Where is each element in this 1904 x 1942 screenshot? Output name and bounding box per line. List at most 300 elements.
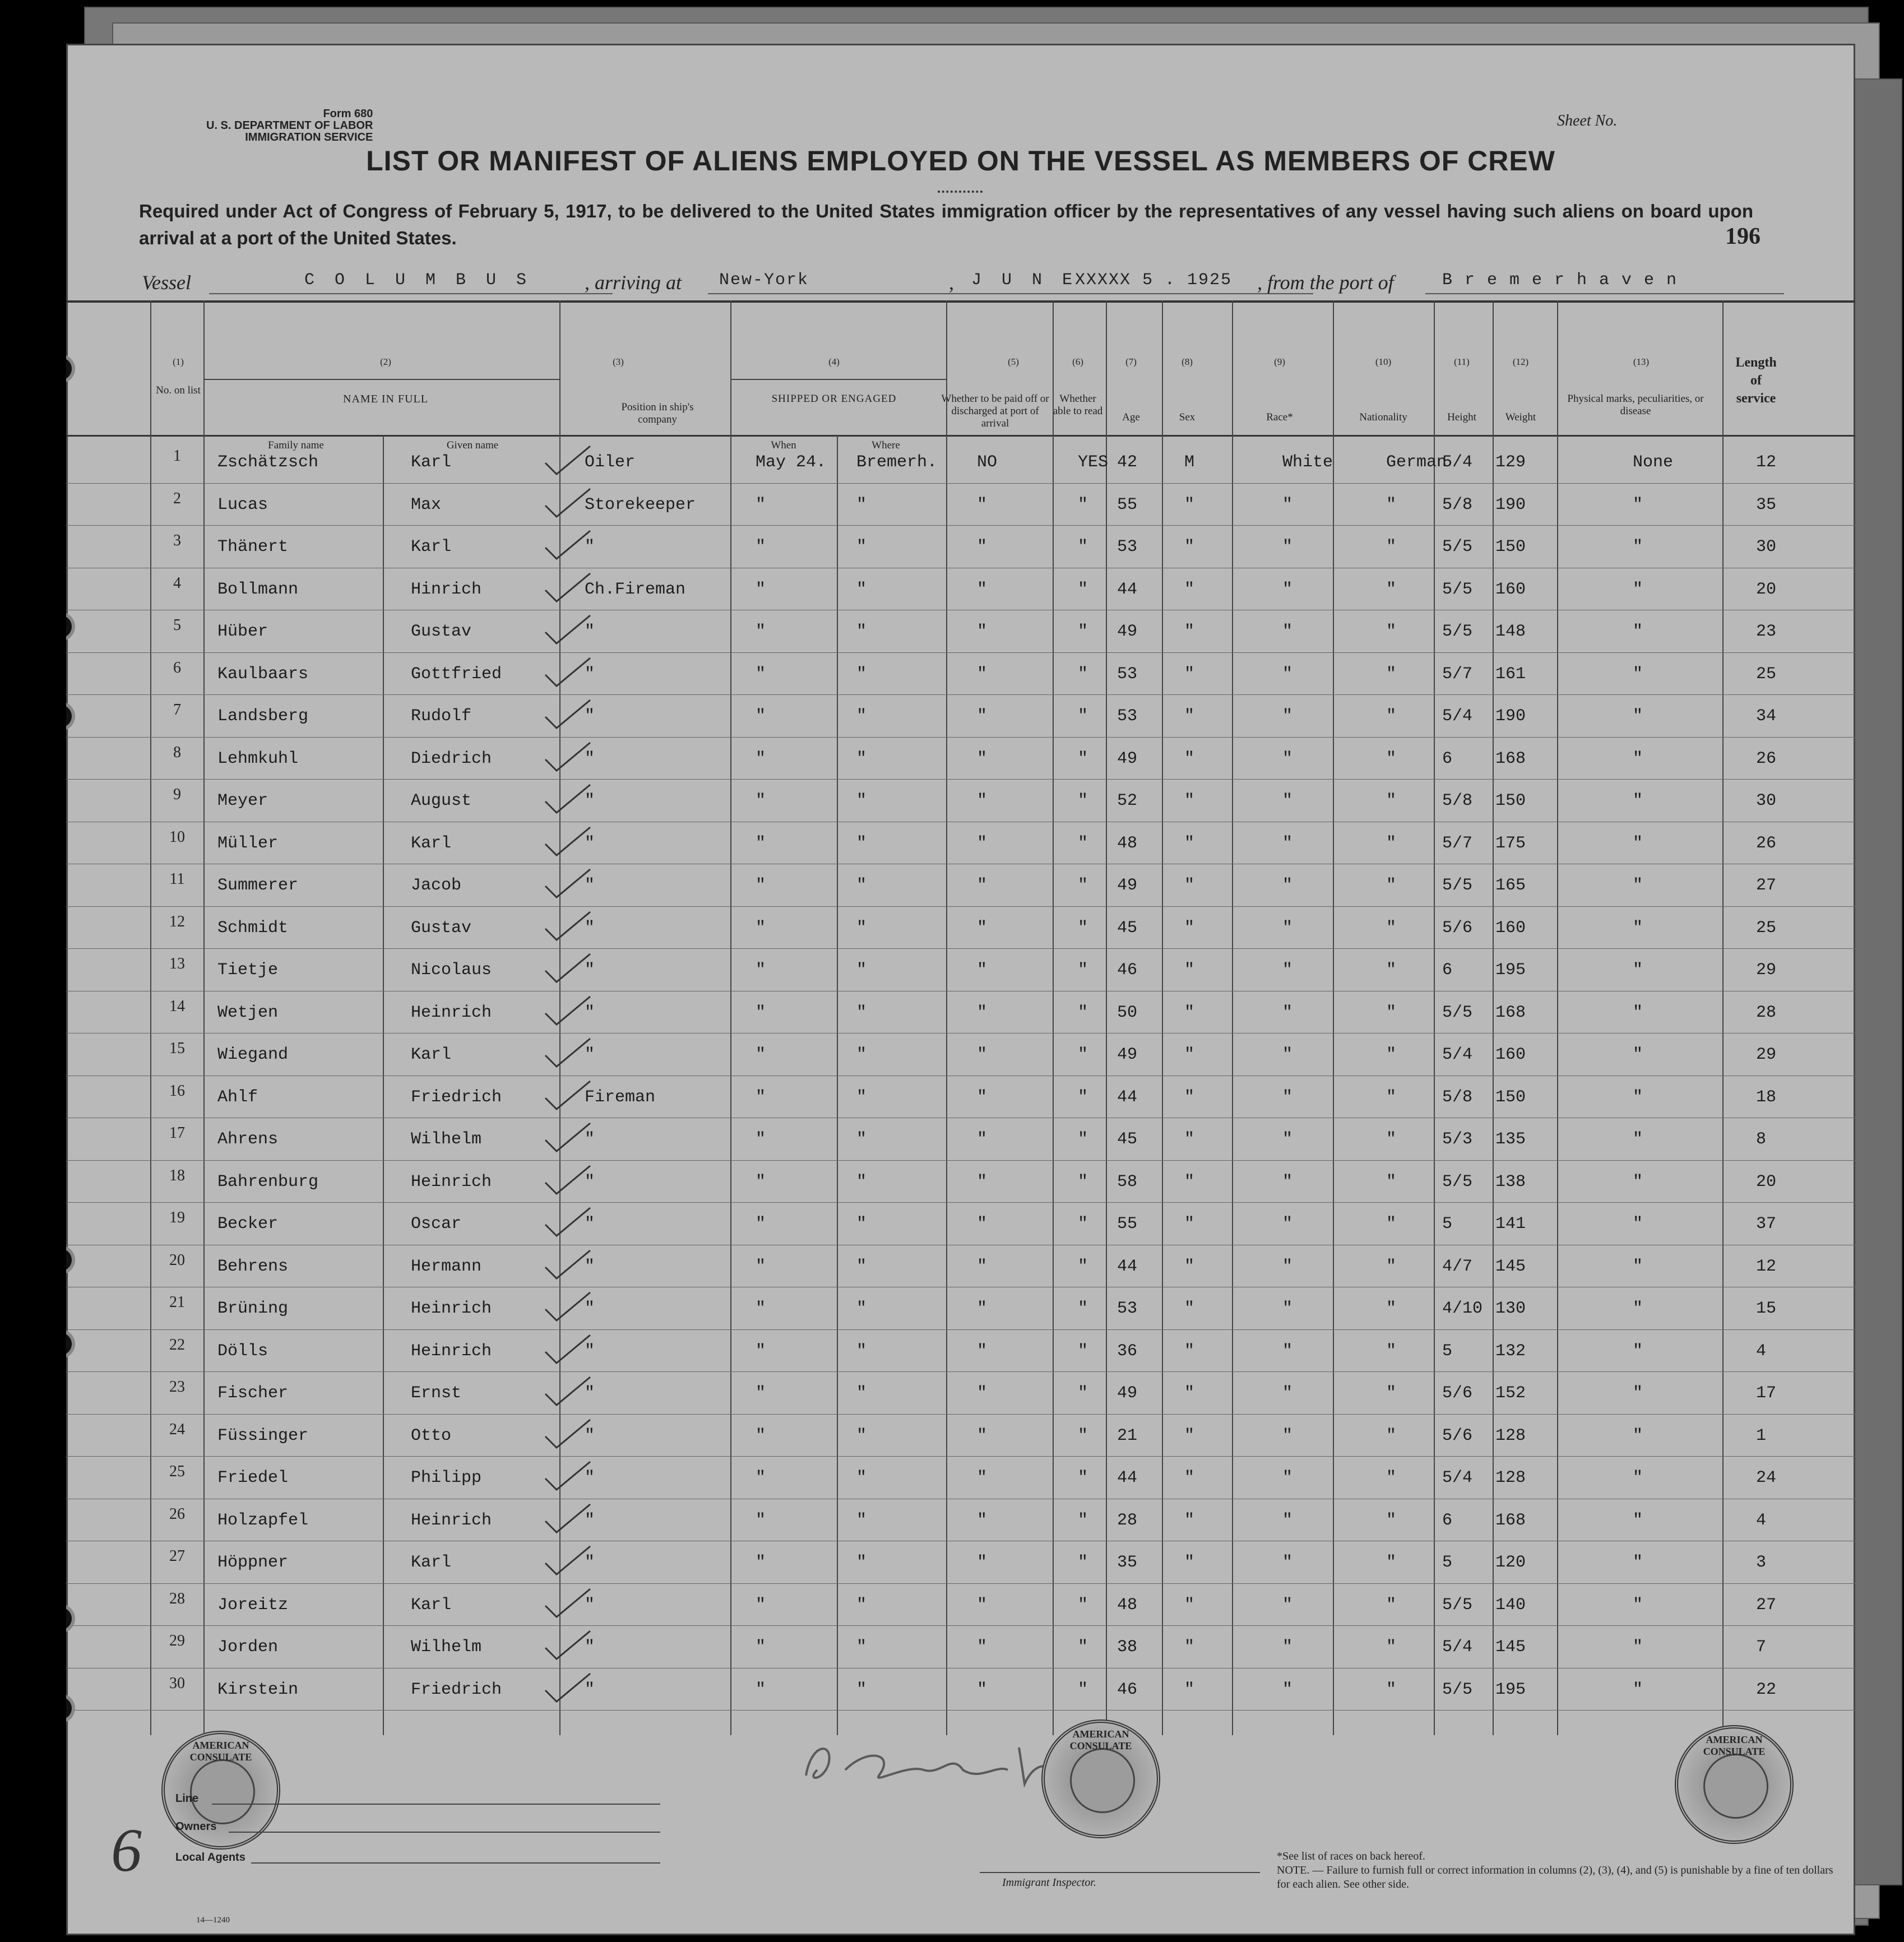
row-number: 5	[173, 617, 181, 634]
subheader-rule	[730, 379, 946, 380]
cell-weight: 129	[1495, 453, 1526, 472]
consulate-stamp	[1041, 1719, 1160, 1838]
cell-paid: "	[977, 495, 988, 515]
column-divider	[1232, 300, 1233, 1735]
cell-position: "	[585, 749, 595, 768]
row-rule	[66, 1583, 1855, 1584]
cell-paid: "	[977, 537, 988, 557]
cell-sex: "	[1184, 1130, 1195, 1149]
column-divider	[383, 435, 384, 1735]
cell-service: 25	[1756, 664, 1777, 684]
cell-position: "	[585, 1257, 595, 1276]
cell-read: "	[1078, 1680, 1088, 1699]
cell-given: Gustav	[411, 918, 472, 938]
cell-height: 5/5	[1442, 1003, 1473, 1022]
handwritten-page-number: 6	[111, 1816, 142, 1884]
cell-read: "	[1078, 1257, 1088, 1276]
cell-race: "	[1282, 1087, 1293, 1107]
cell-when: "	[756, 1299, 766, 1318]
cell-read: "	[1078, 1215, 1088, 1234]
cell-sex: "	[1184, 537, 1195, 557]
cell-sex: "	[1184, 749, 1195, 768]
cell-marks: "	[1633, 1510, 1643, 1530]
cell-sex: "	[1184, 1257, 1195, 1276]
cell-family: Wiegand	[217, 1045, 289, 1064]
cell-when: "	[756, 1341, 766, 1361]
check-mark	[543, 1374, 593, 1408]
cell-marks: "	[1633, 1468, 1643, 1487]
cell-service: 1	[1756, 1426, 1767, 1445]
row-number: 9	[173, 786, 181, 803]
cell-position: "	[585, 537, 595, 557]
col13-number: (13)	[1633, 356, 1650, 367]
cell-read: "	[1078, 537, 1088, 557]
cell-weight: 145	[1495, 1257, 1526, 1276]
cell-service: 12	[1756, 453, 1777, 472]
cell-sex: "	[1184, 1468, 1195, 1487]
cell-service: 30	[1756, 791, 1777, 810]
cell-sex: "	[1184, 1172, 1195, 1192]
cell-given: Karl	[411, 1045, 452, 1064]
check-mark	[543, 1628, 593, 1662]
cell-position: "	[585, 622, 595, 641]
cell-family: Müller	[217, 833, 279, 853]
form-identifier	[206, 108, 373, 143]
check-mark	[543, 951, 593, 985]
cell-sex: "	[1184, 1045, 1195, 1064]
column-divider	[1106, 300, 1107, 1735]
cell-given: Friedrich	[411, 1680, 502, 1699]
col13-header: Physical marks, peculiarities, or disease	[1567, 393, 1704, 417]
row-number: 7	[173, 701, 181, 719]
cell-family: Ahrens	[217, 1130, 279, 1149]
cell-family: Lehmkuhl	[217, 749, 299, 768]
cell-paid: "	[977, 1553, 988, 1572]
cell-where: "	[856, 622, 867, 641]
cell-marks: None	[1633, 453, 1674, 472]
cell-family: Meyer	[217, 791, 268, 810]
cell-paid: "	[977, 1299, 988, 1318]
col1-header: No. on list	[156, 384, 201, 396]
cell-marks: "	[1633, 1384, 1643, 1403]
cell-age: 38	[1117, 1638, 1138, 1657]
cell-weight: 190	[1495, 707, 1526, 726]
cell-weight: 190	[1495, 495, 1526, 515]
cell-paid: "	[977, 1341, 988, 1361]
cell-paid: "	[977, 876, 988, 895]
row-number: 21	[169, 1294, 185, 1311]
cell-weight: 141	[1495, 1215, 1526, 1234]
cell-height: 4/7	[1442, 1257, 1473, 1276]
cell-read: "	[1078, 707, 1088, 726]
col5-number: (5)	[1008, 356, 1019, 367]
cell-marks: "	[1633, 791, 1643, 810]
cell-race: "	[1282, 918, 1293, 938]
column-divider	[837, 435, 838, 1735]
cell-nat: "	[1386, 833, 1397, 853]
cell-read: "	[1078, 1087, 1088, 1107]
col3-header: Position in ship's company	[621, 401, 694, 425]
cell-where: "	[856, 833, 867, 853]
cell-marks: "	[1633, 1045, 1643, 1064]
cell-where: "	[856, 918, 867, 938]
cell-race: "	[1282, 664, 1293, 684]
cell-when: May 24.	[756, 453, 827, 472]
cell-read: "	[1078, 961, 1088, 980]
cell-nat: "	[1386, 707, 1397, 726]
col6-number: (6)	[1072, 356, 1083, 367]
cell-position: Storekeeper	[585, 495, 696, 515]
cell-height: 5/4	[1442, 1045, 1473, 1064]
col8-header: Sex	[1179, 411, 1196, 423]
cell-paid: "	[977, 622, 988, 641]
cell-paid: "	[977, 1638, 988, 1657]
stamp-text: AMERICAN CONSULATE	[189, 1740, 252, 1763]
cell-height: 6	[1442, 749, 1453, 768]
cell-where: "	[856, 1257, 867, 1276]
column-divider	[730, 300, 731, 1735]
cell-service: 22	[1756, 1680, 1777, 1699]
cell-where: "	[856, 1341, 867, 1361]
cell-family: Lucas	[217, 495, 268, 515]
inspector-underline	[980, 1872, 1260, 1873]
cell-race: "	[1282, 580, 1293, 599]
row-number: 26	[169, 1505, 185, 1523]
cell-given: Ernst	[411, 1384, 462, 1403]
cell-family: Hüber	[217, 622, 268, 641]
column-divider	[1722, 300, 1724, 1735]
cell-service: 37	[1756, 1215, 1777, 1234]
cell-age: 53	[1117, 707, 1138, 726]
cell-race: "	[1282, 1384, 1293, 1403]
cell-family: Tietje	[217, 961, 279, 980]
cell-position: "	[585, 918, 595, 938]
row-number: 12	[169, 912, 185, 930]
cell-sex: "	[1184, 580, 1195, 599]
cell-where: "	[856, 1638, 867, 1657]
cell-race: "	[1282, 961, 1293, 980]
cell-family: Brüning	[217, 1299, 289, 1318]
cell-read: YES	[1078, 453, 1109, 472]
vessel-name: C O L U M B U S	[304, 271, 532, 290]
cell-position: "	[585, 1299, 595, 1318]
row-number: 19	[169, 1209, 185, 1226]
check-mark	[543, 613, 593, 646]
cell-race: "	[1282, 1130, 1293, 1149]
cell-where: "	[856, 1680, 867, 1699]
col7-header: Age	[1122, 411, 1140, 423]
cell-position: "	[585, 664, 595, 684]
cell-position: "	[585, 1680, 595, 1699]
cell-where: "	[856, 664, 867, 684]
cell-weight: 160	[1495, 580, 1526, 599]
cell-race: "	[1282, 495, 1293, 515]
cell-race: "	[1282, 876, 1293, 895]
cell-height: 5/7	[1442, 833, 1473, 853]
cell-height: 5/4	[1442, 707, 1473, 726]
cell-race: "	[1282, 1003, 1293, 1022]
row-number: 27	[169, 1547, 185, 1565]
cell-age: 53	[1117, 1299, 1138, 1318]
cell-family: Bahrenburg	[217, 1172, 319, 1192]
column-divider	[203, 300, 205, 1735]
cell-weight: 152	[1495, 1384, 1526, 1403]
check-mark	[543, 1163, 593, 1197]
cell-nat: "	[1386, 1130, 1397, 1149]
cell-paid: "	[977, 580, 988, 599]
agents-underline	[251, 1862, 660, 1864]
cell-service: 27	[1756, 1595, 1777, 1615]
cell-age: 58	[1117, 1172, 1138, 1192]
departure-port: B r e m e r h a v e n	[1442, 271, 1678, 290]
cell-marks: "	[1633, 918, 1643, 938]
row-number: 13	[169, 955, 185, 972]
cell-height: 5/6	[1442, 918, 1473, 938]
cell-weight: 160	[1495, 1045, 1526, 1064]
row-rule	[66, 1160, 1855, 1161]
cell-service: 20	[1756, 580, 1777, 599]
cell-weight: 140	[1495, 1595, 1526, 1615]
check-mark	[543, 1248, 593, 1281]
owners-underline	[229, 1832, 660, 1833]
cell-age: 49	[1117, 749, 1138, 768]
row-rule	[66, 737, 1855, 738]
footer-note	[1277, 1850, 1837, 1892]
cell-nat: "	[1386, 622, 1397, 641]
cell-nat: "	[1386, 1680, 1397, 1699]
row-number: 17	[169, 1124, 185, 1142]
cell-nat: "	[1386, 876, 1397, 895]
cell-service: 25	[1756, 918, 1777, 938]
cell-race: White	[1282, 453, 1333, 472]
cell-age: 55	[1117, 1215, 1138, 1234]
cell-race: "	[1282, 622, 1293, 641]
cell-when: "	[756, 537, 766, 557]
cell-race: "	[1282, 1595, 1293, 1615]
row-number: 25	[169, 1463, 185, 1480]
cell-age: 49	[1117, 876, 1138, 895]
check-mark	[543, 486, 593, 520]
cell-read: "	[1078, 1595, 1088, 1615]
cell-when: "	[756, 876, 766, 895]
cell-given: Heinrich	[411, 1299, 492, 1318]
cell-nat: "	[1386, 1299, 1397, 1318]
cell-paid: "	[977, 1595, 988, 1615]
cell-weight: 128	[1495, 1426, 1526, 1445]
cell-marks: "	[1633, 1680, 1643, 1699]
cell-read: "	[1078, 495, 1088, 515]
cell-age: 49	[1117, 622, 1138, 641]
cell-age: 46	[1117, 1680, 1138, 1699]
cell-where: "	[856, 1087, 867, 1107]
cell-sex: "	[1184, 876, 1195, 895]
col14-header: Length of service	[1735, 355, 1777, 406]
cell-where: "	[856, 537, 867, 557]
cell-age: 48	[1117, 1595, 1138, 1615]
row-rule	[66, 1202, 1855, 1203]
cell-sex: "	[1184, 495, 1195, 515]
cell-sex: "	[1184, 961, 1195, 980]
cell-height: 5	[1442, 1215, 1453, 1234]
cell-service: 34	[1756, 707, 1777, 726]
cell-service: 8	[1756, 1130, 1767, 1149]
check-mark	[543, 1332, 593, 1366]
cell-nat: German	[1386, 453, 1447, 472]
cell-when: "	[756, 833, 766, 853]
cell-read: "	[1078, 580, 1088, 599]
cell-marks: "	[1633, 1299, 1643, 1318]
cell-where: "	[856, 1384, 867, 1403]
cell-given: Rudolf	[411, 707, 472, 726]
cell-read: "	[1078, 1172, 1088, 1192]
cell-when: "	[756, 664, 766, 684]
cell-where: "	[856, 580, 867, 599]
col1-number: (1)	[173, 356, 184, 367]
cell-where: "	[856, 1595, 867, 1615]
cell-when: "	[756, 622, 766, 641]
col2-header: NAME IN FULL	[343, 393, 428, 405]
cell-marks: "	[1633, 1426, 1643, 1445]
cell-nat: "	[1386, 1045, 1397, 1064]
document-subtitle: Required under Act of Congress of February 5, 1917, to be delivered to the United States immigration officer by the representatives of any vessel having such aliens on board upon arrival at a port of the United States.	[139, 201, 1753, 248]
check-mark	[543, 655, 593, 689]
cell-sex: "	[1184, 1384, 1195, 1403]
cell-height: 5/5	[1442, 1595, 1473, 1615]
check-mark	[543, 1078, 593, 1112]
row-rule	[66, 483, 1855, 484]
cell-position: "	[585, 1215, 595, 1234]
cell-sex: "	[1184, 1087, 1195, 1107]
cell-marks: "	[1633, 833, 1643, 853]
cell-read: "	[1078, 918, 1088, 938]
cell-paid: "	[977, 1680, 988, 1699]
arrival-month: J U N E	[971, 271, 1078, 290]
cell-family: Zschätzsch	[217, 453, 319, 472]
cell-sex: "	[1184, 791, 1195, 810]
cell-given: Wilhelm	[411, 1638, 482, 1657]
cell-given: Karl	[411, 1553, 452, 1572]
cell-height: 5/5	[1442, 622, 1473, 641]
cell-read: "	[1078, 1638, 1088, 1657]
cell-family: Becker	[217, 1215, 279, 1234]
cell-sex: "	[1184, 1426, 1195, 1445]
cell-race: "	[1282, 1510, 1293, 1530]
cell-position: "	[585, 961, 595, 980]
cell-sex: "	[1184, 1341, 1195, 1361]
cell-nat: "	[1386, 1553, 1397, 1572]
cell-paid: "	[977, 1130, 988, 1149]
cell-family: Kirstein	[217, 1680, 299, 1699]
cell-where: "	[856, 1172, 867, 1192]
cell-given: Otto	[411, 1426, 452, 1445]
cell-where: "	[856, 1553, 867, 1572]
cell-family: Füssinger	[217, 1426, 309, 1445]
cell-when: "	[756, 1087, 766, 1107]
cell-family: Wetjen	[217, 1003, 279, 1022]
check-mark	[543, 1586, 593, 1620]
cell-read: "	[1078, 749, 1088, 768]
cell-family: Fischer	[217, 1384, 289, 1403]
cell-when: "	[756, 1468, 766, 1487]
row-number: 1	[173, 447, 181, 465]
cell-given: Nicolaus	[411, 961, 492, 980]
check-mark	[543, 1417, 593, 1450]
check-mark	[543, 443, 593, 477]
cell-family: Summerer	[217, 876, 299, 895]
arrival-date: XXXXX 5 . 1925	[1075, 271, 1233, 290]
cell-height: 5/5	[1442, 1680, 1473, 1699]
cell-when: "	[756, 749, 766, 768]
cell-position: "	[585, 833, 595, 853]
cell-age: 49	[1117, 1045, 1138, 1064]
row-rule	[66, 1456, 1855, 1457]
cell-read: "	[1078, 1003, 1088, 1022]
cell-race: "	[1282, 1638, 1293, 1657]
check-mark	[543, 697, 593, 731]
cell-race: "	[1282, 1341, 1293, 1361]
cell-paid: "	[977, 1172, 988, 1192]
check-mark	[543, 1205, 593, 1239]
service-name: IMMIGRATION SERVICE	[245, 131, 373, 143]
cell-age: 50	[1117, 1003, 1138, 1022]
row-number: 29	[169, 1632, 185, 1649]
cell-where: "	[856, 495, 867, 515]
cell-read: "	[1078, 791, 1088, 810]
col7-number: (7)	[1125, 356, 1137, 367]
cell-nat: "	[1386, 1003, 1397, 1022]
cell-service: 26	[1756, 833, 1777, 853]
cell-marks: "	[1633, 1553, 1643, 1572]
cell-weight: 120	[1495, 1553, 1526, 1572]
col12-number: (12)	[1512, 356, 1529, 367]
column-divider	[1053, 300, 1054, 1735]
cell-marks: "	[1633, 1003, 1643, 1022]
cell-age: 52	[1117, 791, 1138, 810]
cell-height: 5/4	[1442, 1638, 1473, 1657]
cell-height: 5/5	[1442, 876, 1473, 895]
cell-weight: 145	[1495, 1638, 1526, 1657]
cell-when: "	[756, 1510, 766, 1530]
cell-position: "	[585, 876, 595, 895]
owners-label: Owners	[175, 1820, 217, 1833]
subheader-rule	[203, 379, 559, 380]
cell-nat: "	[1386, 1341, 1397, 1361]
cell-where: "	[856, 791, 867, 810]
cell-read: "	[1078, 1553, 1088, 1572]
manifest-page: Form 680 U. S. DEPARTMENT OF LABOR IMMIGRATION SERVICE Sheet No. LIST OR MANIFEST OF ALIENS EMPLOYED ON THE VESSEL AS MEMBERS OF CREW Required under Act of Congress of February 5, 1917, to be delivered to the United States immigration officer by the representatives of any vessel having such aliens on board upon arrival at a port of the United States. 196 Vessel C O L U M B U S , arriving at New-York , J U N E XXXXX 5 . 1925 , from the port of B r e m e r h a v e n (1) No. on list (2) NAME IN FULL Family name Given name (3) Position in ship's company (4) SHIPPED OR ENGAGED When Where (5) Whether to be paid off or discharged at port of arrival (6) Whether able to read (7) Age (8) Sex (9) Race* (10) Nationality (11) Height (12) Weight (13) Physical marks, peculiarities, or disease Length of service 1 Zschätzsch Karl Oiler May 24. Bremerh. NO YES 42 M White German 5/4 129 None 12 2 Lucas Max Storekeeper " " " " 55 " " " 5/8 190 " 35 3 Thänert Karl " " " " " 53 " " " 5/5 150 " 30 4 Bollmann Hinrich Ch.Fireman " " " " 44 " " " 5/5 160 " 20 5 Hüber Gustav " " " " " 49 " " " 5/5 148 " 23 6 Kaulbaars Gottfried " " " " " 53 " " " 5/7 161 " 25 7 Landsberg Rudolf " " " " " 53 " " " 5/4 190 " 34 8 Lehmkuhl Diedrich " " " " " 49 " " " 6 168 " 26 9 Meyer August " " " " " 52 " " " 5/8 150 " 30 10 Müller Karl " " " " " 48 " " " 5/7 175 " 26 11 Summerer Jacob " " " " " 49 " " " 5/5 165 " 27 12 Schmidt Gustav " " " " " 45 " " " 5/6 160 " 25 13 Tietje Nicolaus " " " " " 46 " " " 6 195 " 29 14 Wetjen Heinrich " " " " " 50 " " " 5/5 168 " 28 15 Wiegand Karl " " " " " 49 " " " 5/4 160 " 29 16 Ahlf Friedrich Fireman " " " " 44 " " " 5/8 150 " 18 17 Ahrens Wilhelm " " " " " 45 " " " 5/3 135 " 8 18 Bahrenburg Heinrich " " " " " 58 " " " 5/5 138 " 20 19 Becker Oscar " " " " " 55 " " " 5 141 " 37 20 Behrens Hermann " " " " " 44 " " " 4/7 145 " 12 21 Brüning Heinrich " " " " " 53 " " " 4/10 130 " 15 22 Dölls Heinrich " " " " " 36 " " " 5 132 " 4 23 Fischer Ernst " " " " " 49 " " " 5/6 152 " 17 24 Füssinger Otto " " " " " 21 " " " 5/6 128 " 1 25 Friedel Philipp " " " " " 44 " " " 5/4 128 " 24 26 Holzapfel Heinrich " " " " " 28 " " " 6 168 " 4 27 Höppner Karl " " " " " 35 " " " 5 120 " 3 28 Joreitz Karl " " " " " 48 " " " 5/5 140 " 27 29 Jorden Wilhelm " " " " " 38 " " " 5/4 145 " 7 30 Kirstein Friedrich " " " " " 46 " " " 5/5 195 " 22 AMERICAN CONSULATE AMERICAN CONSULATE AMERICAN CONSULATE Line Owners Local Agents 14—1240 Immigrant Inspector. *See list of races on back hereof. NOTE. — Failure to furnish full or correct information in columns (2), (3), (4), and (5) is punishable by a fine of ten dollars for each alien. See other side. 6	[66, 44, 1855, 1935]
col4-when-header: When	[771, 439, 796, 451]
cell-where: "	[856, 707, 867, 726]
cell-given: Hinrich	[411, 580, 482, 599]
cell-age: 48	[1117, 833, 1138, 853]
cell-sex: "	[1184, 1299, 1195, 1318]
cell-given: Hermann	[411, 1257, 482, 1276]
cell-marks: "	[1633, 537, 1643, 557]
cell-nat: "	[1386, 918, 1397, 938]
cell-marks: "	[1633, 1087, 1643, 1107]
cell-when: "	[756, 791, 766, 810]
inspector-label: Immigrant Inspector.	[1002, 1876, 1096, 1889]
check-mark	[543, 1501, 593, 1535]
cell-height: 5/5	[1442, 537, 1473, 557]
column-divider	[150, 300, 151, 1735]
cell-marks: "	[1633, 622, 1643, 641]
cell-when: "	[756, 1384, 766, 1403]
cell-age: 55	[1117, 495, 1138, 515]
cell-given: Gustav	[411, 622, 472, 641]
cell-family: Bollmann	[217, 580, 299, 599]
cell-sex: "	[1184, 707, 1195, 726]
